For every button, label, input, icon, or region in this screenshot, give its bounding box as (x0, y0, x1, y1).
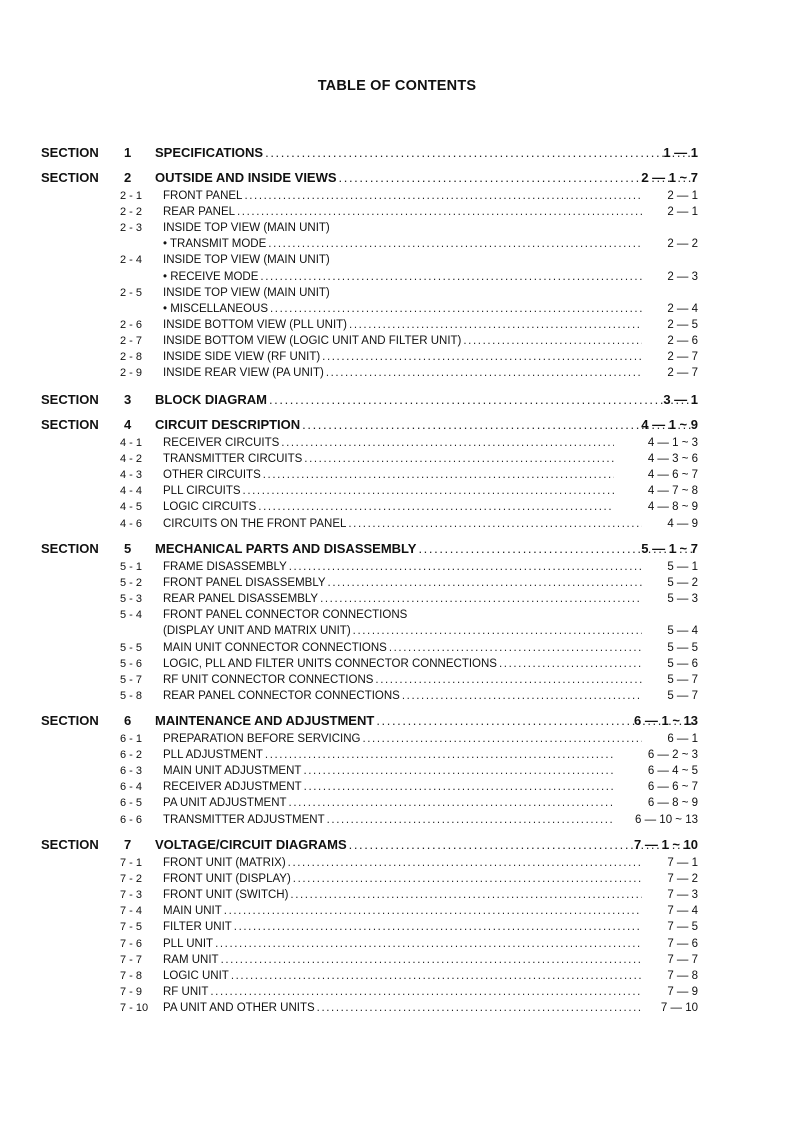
item-entry (163, 919, 646, 935)
item-page: 6 — 8 ~ 9 (647, 797, 698, 810)
section-page: 2 — 1 ~ 7 (641, 170, 698, 185)
dot-leader (234, 919, 642, 935)
dot-leader (362, 731, 642, 747)
dot-leader (231, 968, 642, 984)
item-entry (163, 575, 646, 591)
item-entry (163, 623, 646, 639)
toc-item[interactable] (0, 672, 794, 688)
item-title: INSIDE TOP VIEW (MAIN UNIT) (163, 286, 330, 299)
section-entry (155, 391, 698, 409)
item-number: 6 - 3 (120, 765, 143, 778)
item-entry (163, 952, 646, 968)
item-title: PLL UNIT (163, 937, 214, 950)
item-page: 4 — 6 ~ 7 (647, 469, 698, 482)
dot-leader (328, 575, 642, 591)
toc-item[interactable] (0, 855, 794, 871)
item-number: 2 - 9 (120, 367, 143, 380)
toc-item[interactable] (0, 936, 794, 952)
item-entry (163, 747, 618, 763)
item-title: FRONT PANEL DISASSEMBLY (163, 577, 326, 590)
item-title: PA UNIT ADJUSTMENT (163, 797, 287, 810)
section-row[interactable] (0, 836, 794, 854)
item-number: 2 - 5 (120, 286, 143, 299)
item-page: 4 — 7 ~ 8 (647, 485, 698, 498)
dot-leader (288, 855, 642, 871)
dot-leader (221, 952, 642, 968)
item-page: 5 — 7 (667, 673, 698, 686)
dot-leader (210, 984, 642, 1000)
toc-item[interactable] (0, 952, 794, 968)
toc-item[interactable] (0, 365, 794, 381)
section-row[interactable] (0, 416, 794, 434)
item-entry (163, 333, 646, 349)
dot-leader (303, 763, 614, 779)
dot-leader (293, 871, 642, 887)
toc-item[interactable] (0, 559, 794, 575)
item-entry (163, 220, 646, 236)
section-number: 7 (124, 837, 132, 852)
item-entry (163, 936, 646, 952)
section-title: SPECIFICATIONS (155, 145, 264, 160)
item-title: RECEIVER ADJUSTMENT (163, 781, 302, 794)
item-page: 7 — 9 (667, 985, 698, 998)
item-number: 2 - 8 (120, 351, 143, 363)
toc-item[interactable] (0, 688, 794, 704)
item-number: 5 - 4 (120, 609, 143, 622)
item-number: 7 - 9 (120, 985, 143, 998)
section-page: 7 — 1 ~ 10 (634, 837, 698, 852)
item-number: 6 - 2 (120, 749, 143, 762)
item-entry (163, 812, 618, 828)
dot-leader (375, 672, 642, 688)
item-entry (163, 499, 618, 515)
item-page: 5 — 1 (667, 561, 698, 573)
toc-item[interactable] (0, 903, 794, 919)
item-number: 7 - 6 (120, 937, 143, 950)
item-entry (163, 1000, 646, 1016)
toc-item[interactable] (0, 435, 794, 451)
item-page: 5 — 7 (667, 689, 698, 702)
item-number: 7 - 10 (120, 1001, 149, 1014)
item-page: 6 — 10 ~ 13 (635, 813, 698, 826)
item-page: 5 — 4 (667, 625, 698, 638)
item-entry (163, 795, 618, 811)
item-entry (163, 607, 646, 623)
toc-item[interactable] (0, 623, 794, 639)
item-title: PA UNIT AND OTHER UNITS (163, 1001, 315, 1014)
item-entry (163, 317, 646, 333)
item-number: 5 - 8 (120, 689, 143, 702)
item-entry (163, 301, 646, 317)
item-title: TRANSMITTER CIRCUITS (163, 453, 303, 466)
dot-leader (289, 795, 614, 811)
dot-leader (258, 499, 614, 515)
item-title: INSIDE TOP VIEW (MAIN UNIT) (163, 222, 330, 235)
dot-leader (215, 936, 642, 952)
dot-leader (269, 391, 694, 409)
toc-item-line (0, 285, 794, 301)
toc-item[interactable] (0, 575, 794, 591)
dot-leader (320, 591, 642, 607)
toc-item-line (0, 252, 794, 268)
item-entry (163, 559, 646, 575)
section-page: 3 — 1 (663, 392, 698, 407)
item-page: 6 — 1 (667, 733, 698, 745)
item-number: 2 - 2 (120, 206, 143, 219)
item-entry (163, 968, 646, 984)
item-number: 7 - 8 (120, 969, 143, 982)
item-number: 2 - 4 (120, 254, 143, 267)
dot-leader (281, 435, 614, 451)
item-page: 2 — 6 (667, 334, 698, 347)
toc-item[interactable] (0, 747, 794, 763)
dot-leader (304, 779, 614, 795)
dot-leader (289, 559, 642, 575)
item-page: 2 — 4 (667, 302, 698, 315)
item-title: PLL ADJUSTMENT (163, 749, 263, 762)
item-number: 5 - 3 (120, 593, 143, 606)
section-page: 1 — 1 (663, 145, 698, 160)
item-title: REAR PANEL CONNECTOR CONNECTIONS (163, 689, 400, 702)
section-entry (155, 712, 698, 730)
item-title: INSIDE SIDE VIEW (RF UNIT) (163, 351, 321, 363)
toc-item[interactable] (0, 731, 794, 747)
item-entry (163, 871, 646, 887)
item-entry (163, 984, 646, 1000)
item-title: LOGIC CIRCUITS (163, 501, 257, 514)
toc-item[interactable] (0, 317, 794, 333)
section-entry (155, 416, 698, 434)
item-number: 5 - 2 (120, 577, 143, 590)
item-number: 5 - 6 (120, 657, 143, 670)
section-title: MAINTENANCE AND ADJUSTMENT (155, 713, 375, 728)
item-number: 5 - 1 (120, 561, 143, 573)
toc-item[interactable] (0, 349, 794, 365)
item-number: 7 - 4 (120, 905, 143, 918)
item-title: REAR PANEL DISASSEMBLY (163, 593, 319, 606)
item-entry (163, 467, 618, 483)
item-page: 2 — 7 (667, 351, 698, 363)
toc-item[interactable] (0, 763, 794, 779)
item-page: 6 — 4 ~ 5 (647, 765, 698, 778)
toc-item[interactable] (0, 919, 794, 935)
item-number: 4 - 2 (120, 453, 143, 466)
dot-leader (327, 812, 614, 828)
dot-leader (260, 269, 642, 285)
dot-leader (302, 416, 694, 434)
item-title: PLL CIRCUITS (163, 485, 241, 498)
section-row[interactable] (0, 144, 794, 162)
item-title: FILTER UNIT (163, 921, 232, 934)
item-entry (163, 688, 646, 704)
dot-leader (389, 640, 642, 656)
dot-leader (349, 317, 642, 333)
dot-leader (317, 1000, 642, 1016)
section-row[interactable] (0, 169, 794, 187)
toc-item-line (0, 607, 794, 623)
item-number: 2 - 3 (120, 222, 143, 235)
item-entry (163, 188, 646, 204)
item-page: 7 — 10 (660, 1001, 698, 1014)
dot-leader (237, 204, 642, 220)
item-page: 7 — 8 (667, 969, 698, 982)
section-label: SECTION (41, 541, 99, 556)
toc-item[interactable] (0, 451, 794, 467)
item-page: 7 — 4 (667, 905, 698, 918)
toc-item[interactable] (0, 204, 794, 220)
section-title: MECHANICAL PARTS AND DISASSEMBLY (155, 541, 417, 556)
item-page: 2 — 5 (667, 318, 698, 331)
item-page: 6 — 2 ~ 3 (647, 749, 698, 762)
toc-item[interactable] (0, 499, 794, 515)
toc-item[interactable] (0, 656, 794, 672)
dot-leader (263, 467, 614, 483)
item-entry (163, 656, 646, 672)
item-title: MAIN UNIT (163, 905, 222, 918)
item-entry (163, 887, 646, 903)
toc-item[interactable] (0, 483, 794, 499)
dot-leader (463, 333, 642, 349)
item-title: CIRCUITS ON THE FRONT PANEL (163, 517, 347, 530)
section-page: 6 — 1 ~ 13 (634, 713, 698, 728)
item-entry (163, 451, 618, 467)
item-title: (DISPLAY UNIT AND MATRIX UNIT) (163, 625, 351, 638)
toc-item-line (0, 220, 794, 236)
section-title: OUTSIDE AND INSIDE VIEWS (155, 170, 337, 185)
item-title: FRONT UNIT (SWITCH) (163, 889, 289, 902)
item-entry (163, 204, 646, 220)
dot-leader (270, 301, 642, 317)
item-page: 7 — 6 (667, 937, 698, 950)
item-entry (163, 269, 646, 285)
item-entry (163, 516, 646, 532)
item-entry (163, 236, 646, 252)
dot-leader (243, 483, 614, 499)
item-title: TRANSMITTER ADJUSTMENT (163, 813, 325, 826)
item-number: 5 - 7 (120, 673, 143, 686)
dot-leader (353, 623, 642, 639)
item-title: FRONT UNIT (DISPLAY) (163, 873, 291, 886)
item-number: 4 - 6 (120, 517, 143, 530)
item-title: RF UNIT CONNECTOR CONNECTIONS (163, 673, 374, 686)
section-label: SECTION (41, 713, 99, 728)
item-page: 2 — 7 (667, 367, 698, 380)
item-page: 7 — 7 (667, 953, 698, 966)
item-page: 2 — 1 (667, 190, 698, 202)
item-number: 6 - 5 (120, 797, 143, 810)
item-title: LOGIC, PLL AND FILTER UNITS CONNECTOR CONNECTIONS (163, 657, 497, 670)
page-title: TABLE OF CONTENTS (317, 78, 477, 94)
dot-leader (290, 887, 642, 903)
item-page: 2 — 1 (667, 206, 698, 219)
item-number: 4 - 1 (120, 437, 143, 449)
section-row[interactable] (0, 712, 794, 730)
item-title: INSIDE TOP VIEW (MAIN UNIT) (163, 254, 330, 267)
toc-item[interactable] (0, 269, 794, 285)
item-title: REAR PANEL (163, 206, 236, 219)
item-page: 7 — 2 (667, 873, 698, 886)
item-number: 6 - 4 (120, 781, 143, 794)
item-entry (163, 779, 618, 795)
item-page: 7 — 5 (667, 921, 698, 934)
item-number: 4 - 4 (120, 485, 143, 498)
item-title: FRAME DISASSEMBLY (163, 561, 287, 573)
item-title: RAM UNIT (163, 953, 219, 966)
toc-item[interactable] (0, 984, 794, 1000)
item-entry (163, 640, 646, 656)
item-page: 7 — 1 (667, 857, 698, 869)
section-page: 5 — 1 ~ 7 (641, 541, 698, 556)
item-number: 6 - 1 (120, 733, 143, 745)
section-label: SECTION (41, 145, 99, 160)
dot-leader (348, 516, 642, 532)
toc-item[interactable] (0, 887, 794, 903)
section-number: 4 (124, 417, 132, 432)
item-number: 4 - 5 (120, 501, 143, 514)
section-entry (155, 169, 698, 187)
toc-item[interactable] (0, 301, 794, 317)
item-number: 2 - 1 (120, 190, 143, 202)
item-page: 4 — 9 (667, 517, 698, 530)
item-title: INSIDE BOTTOM VIEW (LOGIC UNIT AND FILTER UNIT) (163, 334, 462, 347)
item-page: 5 — 3 (667, 593, 698, 606)
section-title: BLOCK DIAGRAM (155, 392, 267, 407)
section-label: SECTION (41, 837, 99, 852)
item-page: 7 — 3 (667, 889, 698, 902)
section-title: CIRCUIT DESCRIPTION (155, 417, 301, 432)
item-title: INSIDE BOTTOM VIEW (PLL UNIT) (163, 318, 348, 331)
item-number: 2 - 7 (120, 334, 143, 347)
item-title: INSIDE REAR VIEW (PA UNIT) (163, 367, 324, 380)
item-page: 4 — 8 ~ 9 (647, 501, 698, 514)
item-title: OTHER CIRCUITS (163, 469, 261, 482)
item-entry (163, 252, 646, 268)
toc-item[interactable] (0, 333, 794, 349)
section-entry (155, 836, 698, 854)
section-row[interactable] (0, 540, 794, 558)
section-number: 3 (124, 392, 132, 407)
dot-leader (402, 688, 642, 704)
item-number: 4 - 3 (120, 469, 143, 482)
dot-leader (304, 451, 614, 467)
section-entry (155, 540, 698, 558)
toc-item[interactable] (0, 1000, 794, 1016)
item-entry (163, 591, 646, 607)
dot-leader (265, 144, 694, 162)
dot-leader (224, 903, 642, 919)
item-title: RF UNIT (163, 985, 209, 998)
section-number: 2 (124, 170, 132, 185)
item-entry (163, 285, 646, 301)
section-label: SECTION (41, 392, 99, 407)
item-title: • TRANSMIT MODE (163, 238, 267, 251)
item-entry (163, 349, 646, 365)
item-title: MAIN UNIT ADJUSTMENT (163, 765, 302, 778)
toc-item[interactable] (0, 812, 794, 828)
item-page: 2 — 2 (667, 238, 698, 251)
item-page: 4 — 3 ~ 6 (647, 453, 698, 466)
dot-leader (322, 349, 642, 365)
item-number: 7 - 5 (120, 921, 143, 934)
item-page: 2 — 3 (667, 270, 698, 283)
toc-item[interactable] (0, 467, 794, 483)
item-number: 6 - 6 (120, 813, 143, 826)
item-title: FRONT UNIT (MATRIX) (163, 857, 286, 869)
toc-item[interactable] (0, 779, 794, 795)
item-title: MAIN UNIT CONNECTOR CONNECTIONS (163, 641, 387, 654)
section-number: 6 (124, 713, 132, 728)
item-entry (163, 903, 646, 919)
toc-item[interactable] (0, 516, 794, 532)
dot-leader (265, 747, 614, 763)
item-number: 7 - 1 (120, 857, 143, 869)
section-row[interactable] (0, 391, 794, 409)
toc-item[interactable] (0, 968, 794, 984)
item-title: LOGIC UNIT (163, 969, 229, 982)
item-number: 5 - 5 (120, 641, 143, 654)
toc-item[interactable] (0, 640, 794, 656)
item-entry (163, 435, 618, 451)
toc-item[interactable] (0, 795, 794, 811)
item-page: 4 — 1 ~ 3 (647, 437, 698, 449)
toc-item[interactable] (0, 871, 794, 887)
item-entry (163, 483, 618, 499)
dot-leader (499, 656, 642, 672)
toc-item[interactable] (0, 188, 794, 204)
section-number: 5 (124, 541, 132, 556)
item-entry (163, 731, 646, 747)
section-label: SECTION (41, 170, 99, 185)
dot-leader (268, 236, 642, 252)
section-page: 4 — 1 ~ 9 (641, 417, 698, 432)
item-number: 7 - 2 (120, 873, 143, 886)
item-title: FRONT PANEL CONNECTOR CONNECTIONS (163, 609, 408, 622)
item-title: • MISCELLANEOUS (163, 302, 268, 315)
section-entry (155, 144, 698, 162)
item-entry (163, 365, 646, 381)
item-title: RECEIVER CIRCUITS (163, 437, 280, 449)
item-number: 2 - 6 (120, 318, 143, 331)
item-title: FRONT PANEL (163, 190, 243, 202)
item-entry (163, 855, 646, 871)
item-page: 5 — 5 (667, 641, 698, 654)
item-entry (163, 672, 646, 688)
item-title: PREPARATION BEFORE SERVICING (163, 733, 361, 745)
section-title: VOLTAGE/CIRCUIT DIAGRAMS (155, 837, 347, 852)
section-label: SECTION (41, 417, 99, 432)
item-number: 7 - 3 (120, 889, 143, 902)
toc-item[interactable] (0, 236, 794, 252)
dot-leader (326, 365, 642, 381)
item-number: 7 - 7 (120, 953, 143, 966)
item-page: 6 — 6 ~ 7 (647, 781, 698, 794)
section-number: 1 (124, 145, 132, 160)
dot-leader (244, 188, 642, 204)
item-title: • RECEIVE MODE (163, 270, 259, 283)
item-page: 5 — 6 (667, 657, 698, 670)
toc-item[interactable] (0, 591, 794, 607)
item-page: 5 — 2 (667, 577, 698, 590)
item-entry (163, 763, 618, 779)
